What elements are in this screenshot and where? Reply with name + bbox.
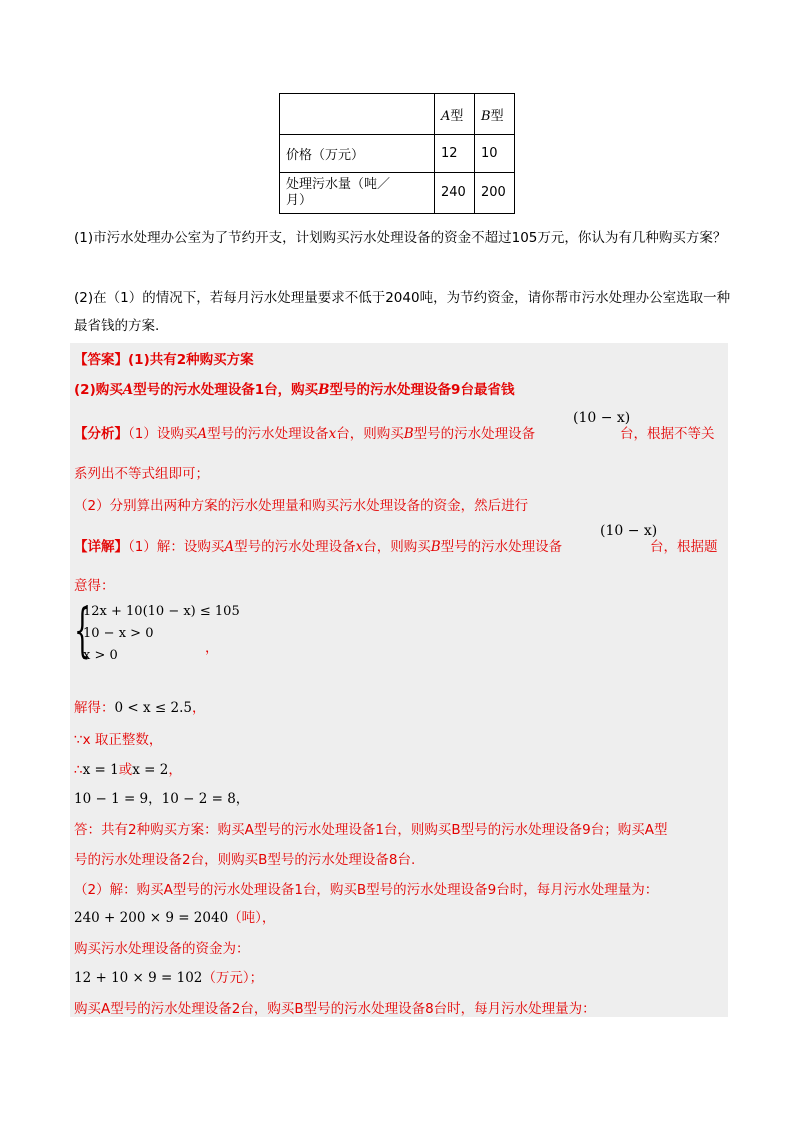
text: ，: [168, 762, 182, 778]
table-cell: 240: [435, 173, 475, 214]
answer-tag: 【答案】: [74, 352, 128, 368]
paren-expression: (10 − x): [600, 523, 658, 539]
part2-calc-1: [74, 908, 275, 928]
letter: A: [224, 539, 235, 555]
question-2: (2)在（1）的情况下，若每月污水处理量要求不低于2040吨，为节约资金，请你帮市污水处理办公室选取一种最省钱的方案.: [74, 290, 731, 334]
table-cell: 10: [475, 135, 515, 173]
calc-line: 10 − 1 = 9，10 − 2 = 8，: [74, 791, 250, 807]
math-expr: 12 + 10 × 9 = 102: [74, 970, 203, 986]
part2-line-2: 购买污水处理设备的资金为：: [74, 941, 250, 957]
detail-tag: 【详解】: [74, 539, 128, 555]
table-row: [280, 135, 515, 173]
system-line: x > 0: [83, 648, 118, 663]
table-header-b: [475, 94, 515, 135]
variable: x: [355, 539, 364, 555]
text: （1）解：设购买: [128, 539, 225, 555]
analysis-line-1-end: 台，根据不等关: [620, 426, 715, 442]
solve-line: [74, 698, 205, 718]
conclusion-line-2: 号的污水处理设备2台，则购买B型号的污水处理设备8台.: [74, 852, 416, 868]
question-1: (1)市污水处理办公室为了节约开支，计划购买污水处理设备的资金不超过105万元，你认为有几种购买方案？: [74, 230, 727, 246]
answer-line-2: [74, 380, 514, 400]
table-cell: 200: [475, 173, 515, 214]
math-expr: x = 1: [82, 762, 119, 778]
cell-line: 处理污水量（吨／: [286, 177, 391, 192]
therefore-icon: ∴: [74, 762, 83, 778]
text: ，: [191, 700, 206, 716]
table-header-a: [435, 94, 475, 135]
detail-line-1-end: 台，根据题: [650, 539, 718, 555]
letter: A: [122, 382, 134, 398]
paren-expression: (10 − x): [573, 410, 631, 426]
text: 型号的污水处理设备: [440, 539, 563, 555]
unit: （万元）；: [202, 970, 264, 986]
part2-line-3: 购买A型号的污水处理设备2台，购买B型号的污水处理设备8台时，每月污水处理量为：: [74, 1001, 596, 1017]
letter: A: [197, 426, 208, 442]
unit: （吨），: [228, 910, 276, 926]
system-line: 12x + 10(10 − x) ≤ 105: [83, 604, 240, 619]
cell-line: 月）: [286, 193, 313, 208]
conclusion-line-1: 答：共有2种购买方案：购买A型号的污水处理设备1台，则购买B型号的污水处理设备9台；购买A型: [74, 822, 668, 838]
answer-line-1: [74, 350, 254, 370]
detail-line-1: [74, 537, 562, 557]
header-suffix: 型: [490, 108, 504, 124]
text: (2)购买: [74, 382, 123, 398]
variable: x: [328, 426, 337, 442]
text: 型号的污水处理设备9台最省钱: [329, 382, 515, 398]
analysis-line-2: 系列出不等式组即可；: [74, 466, 209, 482]
table-cell: 价格（万元）: [280, 135, 435, 173]
system-comma: ，: [205, 640, 219, 656]
math-expr: 240 + 200 × 9 = 2040: [74, 910, 229, 926]
answer-text: (1)共有2种购买方案: [128, 352, 254, 368]
text: 型号的污水处理设备1台，购买: [133, 382, 319, 398]
system-line: 10 − x > 0: [83, 626, 154, 641]
part2-calc-2: [74, 968, 263, 988]
since-line: ∵x 取正整数，: [74, 732, 163, 748]
text: （1）设购买: [128, 426, 198, 442]
part2-line-1: （2）解：购买A型号的污水处理设备1台，购买B型号的污水处理设备9台时，每月污水处理量为：: [74, 882, 659, 898]
analysis-tag: 【分析】: [74, 426, 128, 442]
brace-icon: {: [74, 596, 91, 664]
text: 型号的污水处理设备: [234, 539, 356, 555]
table-cell: [280, 173, 435, 214]
header-suffix: 型: [450, 108, 464, 124]
price-table: [279, 93, 515, 214]
text: 台，则购买: [363, 539, 431, 555]
text: 或: [118, 762, 133, 778]
text: 解得：: [74, 700, 115, 716]
letter: B: [318, 382, 330, 398]
table-header-row: [280, 94, 515, 135]
table-corner-cell: [280, 94, 435, 135]
math-expr: 0 < x ≤ 2.5: [114, 700, 192, 716]
text: 型号的污水处理设备: [413, 426, 536, 442]
inequality-system: [74, 596, 240, 668]
analysis-line-3: （2）分别算出两种方案的污水处理量和购买污水处理设备的资金，然后进行: [74, 498, 529, 514]
math-expr: x = 2: [132, 762, 169, 778]
table-row: [280, 173, 515, 214]
detail-line-2: 意得：: [74, 578, 115, 594]
letter: B: [403, 426, 414, 442]
text: 台，则购买: [336, 426, 404, 442]
therefore-line: [74, 760, 182, 780]
letter-a: A: [441, 108, 451, 124]
table-cell: 12: [435, 135, 475, 173]
letter: B: [430, 539, 441, 555]
letter-b: B: [481, 108, 491, 124]
text: 型号的污水处理设备: [207, 426, 329, 442]
analysis-line-1: [74, 424, 535, 444]
